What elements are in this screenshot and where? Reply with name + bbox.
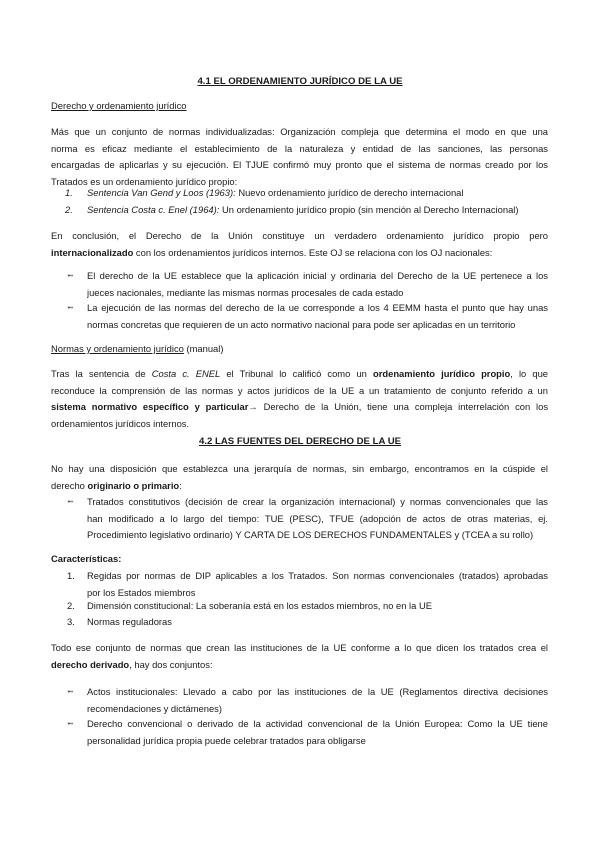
text-line: En conclusión, el Derecho de la Unión constituye un verdadero ordenamiento jurídico propio pero: [51, 230, 548, 241]
text-line: [51, 366, 548, 383]
bold-term: originario o primario: [87, 479, 180, 491]
arrow-bullet-icon: ➻: [67, 719, 74, 728]
bold-term: ordenamiento jurídico propio: [373, 368, 511, 379]
case-text: Nuevo ordenamiento jurídico de derecho internacional: [235, 187, 464, 198]
text-line: personalidad jurídica propia puede celebrar tratados para obligarse: [87, 734, 366, 746]
subheading-normas: [51, 341, 223, 358]
text-span: derecho: [51, 479, 88, 491]
text-span: :: [179, 479, 182, 491]
text-line: No hay una disposición que establezca una jerarquía de normas, sin embargo, encontramos en la cúspide el: [51, 463, 548, 474]
case-name: Costa c. ENEL: [151, 368, 221, 379]
arrow-bullet-icon: ➻: [67, 497, 74, 506]
text-span: , lo que: [510, 368, 548, 379]
text-line: Normas reguladoras: [87, 616, 172, 627]
text-line: Tratados es un ordenamiento jurídico propio:: [51, 175, 238, 187]
text-line: [51, 399, 548, 416]
text-line: [51, 245, 548, 262]
feature-number: 3.: [67, 616, 75, 627]
text-line: [51, 657, 548, 674]
text-line: Más que un conjunto de normas individualizadas: Organización compleja que determina el modo en que una: [51, 126, 548, 137]
arrow-bullet-icon: ➻: [67, 687, 74, 696]
subheading-suffix: (manual): [183, 343, 224, 354]
feature-number: 1.: [67, 570, 75, 581]
text-line: La ejecución de las normas del derecho de la ue corresponde a los 4 EEMM hasta el punto que hay unas: [87, 302, 548, 313]
text-line: recomendaciones y dictámenes): [87, 702, 222, 714]
case-name: Sentencia Van Gend y Loos (1963):: [87, 187, 236, 198]
feature-number: 2.: [67, 600, 75, 611]
case-number: 2.: [65, 204, 73, 215]
section-title-4-1: 4.1 EL ORDENAMIENTO JURÍDICO DE LA UE: [197, 76, 403, 87]
text-line: ordenamientos jurídicos internos.: [51, 417, 190, 429]
bold-term: internacionalizado: [51, 246, 134, 258]
subheading-derecho: Derecho y ordenamiento jurídico: [51, 100, 187, 111]
text-line: encargadas de aplicarlas y su ejecución. El TJUE confirmó muy pronto que el sistema de normas creado por los: [51, 159, 548, 170]
sources-intro: [51, 461, 548, 494]
subheading-text: Normas y ordenamiento jurídico: [51, 343, 184, 354]
case-number: 1.: [65, 187, 73, 198]
text-line: Todo ese conjunto de normas que crean las instituciones de la UE conforme a lo que dicen los tratados crea el: [51, 642, 548, 653]
text-line: Procedimiento legislativo ordinario) Y CARTA DE LOS DERECHOS FUNDAMENTALES y (TCEA a su rollo): [87, 529, 534, 540]
text-span: → Derecho de la Unión, tiene una compleja interrelación con los: [248, 401, 548, 412]
text-line: norma es eficaz mediante el establecimiento de la naturaleza y entidad de las sanciones, las personas: [51, 142, 548, 154]
case-text: Un ordenamiento jurídico propio (sin mención al Derecho Internacional): [219, 204, 519, 215]
text-line: [51, 478, 548, 495]
features-title: Características:: [51, 553, 122, 564]
conclusion-paragraph: [51, 228, 548, 261]
case-name: Sentencia Costa c. Enel (1964):: [87, 204, 220, 215]
text-span: el Tribunal lo calificó como un: [220, 368, 373, 379]
text-span: con los ordenamientos jurídicos internos. Este OJ se relaciona con los OJ nacionales:: [133, 246, 493, 258]
text-line: Actos institucionales: Llevado a cabo por las instituciones de la UE (Reglamentos directiva decisiones: [87, 686, 548, 697]
text-span: , hay dos conjuntos:: [129, 658, 213, 670]
intro-paragraph: [51, 124, 548, 190]
bold-term: sistema normativo específico y particular: [51, 401, 249, 412]
text-line: jueces nacionales, mediante las mismas normas procesales de cada estado: [87, 286, 404, 298]
text-line: han modificado a lo largo del tiempo: TUE (PESC), TFUE (adopción de actos de otras materias, ej.: [87, 512, 548, 524]
text-line: reconduce la comprensión de las normas y actos jurídicos de la UE a un tratamiento de conjunto referido a un: [51, 384, 548, 396]
manual-paragraph: [51, 366, 548, 432]
text-line: normas concretas que requieren de un acto normativo nacional para pode ser aplicadas en un territorio: [87, 318, 516, 330]
bold-term: derecho derivado: [51, 658, 130, 670]
text-line: El derecho de la UE establece que la aplicación inicial y ordinaria del Derecho de la UE pertenece a los: [87, 270, 548, 281]
text-line: Dimensión constitucional: La soberanía está en los estados miembros, no en la UE: [87, 600, 432, 611]
text-line: Regidas por normas de DIP aplicables a los Tratados. Son normas convencionales (tratados) aprobadas: [87, 570, 548, 581]
section-title-4-2: 4.2 LAS FUENTES DEL DERECHO DE LA UE: [198, 436, 402, 447]
derived-intro: [51, 640, 548, 673]
text-span: Tras la sentencia de: [51, 368, 152, 379]
arrow-bullet-icon: ➻: [67, 271, 74, 280]
arrow-bullet-icon: ➻: [67, 303, 74, 312]
text-line: Tratados constitutivos (decisión de crear la organización internacional) y normas convencionales que las: [87, 496, 548, 507]
text-line: Derecho convencional o derivado de la actividad convencional de la Unión Europea: Como la UE tiene: [87, 718, 548, 729]
text-line: por los Estados miembros: [87, 586, 196, 598]
